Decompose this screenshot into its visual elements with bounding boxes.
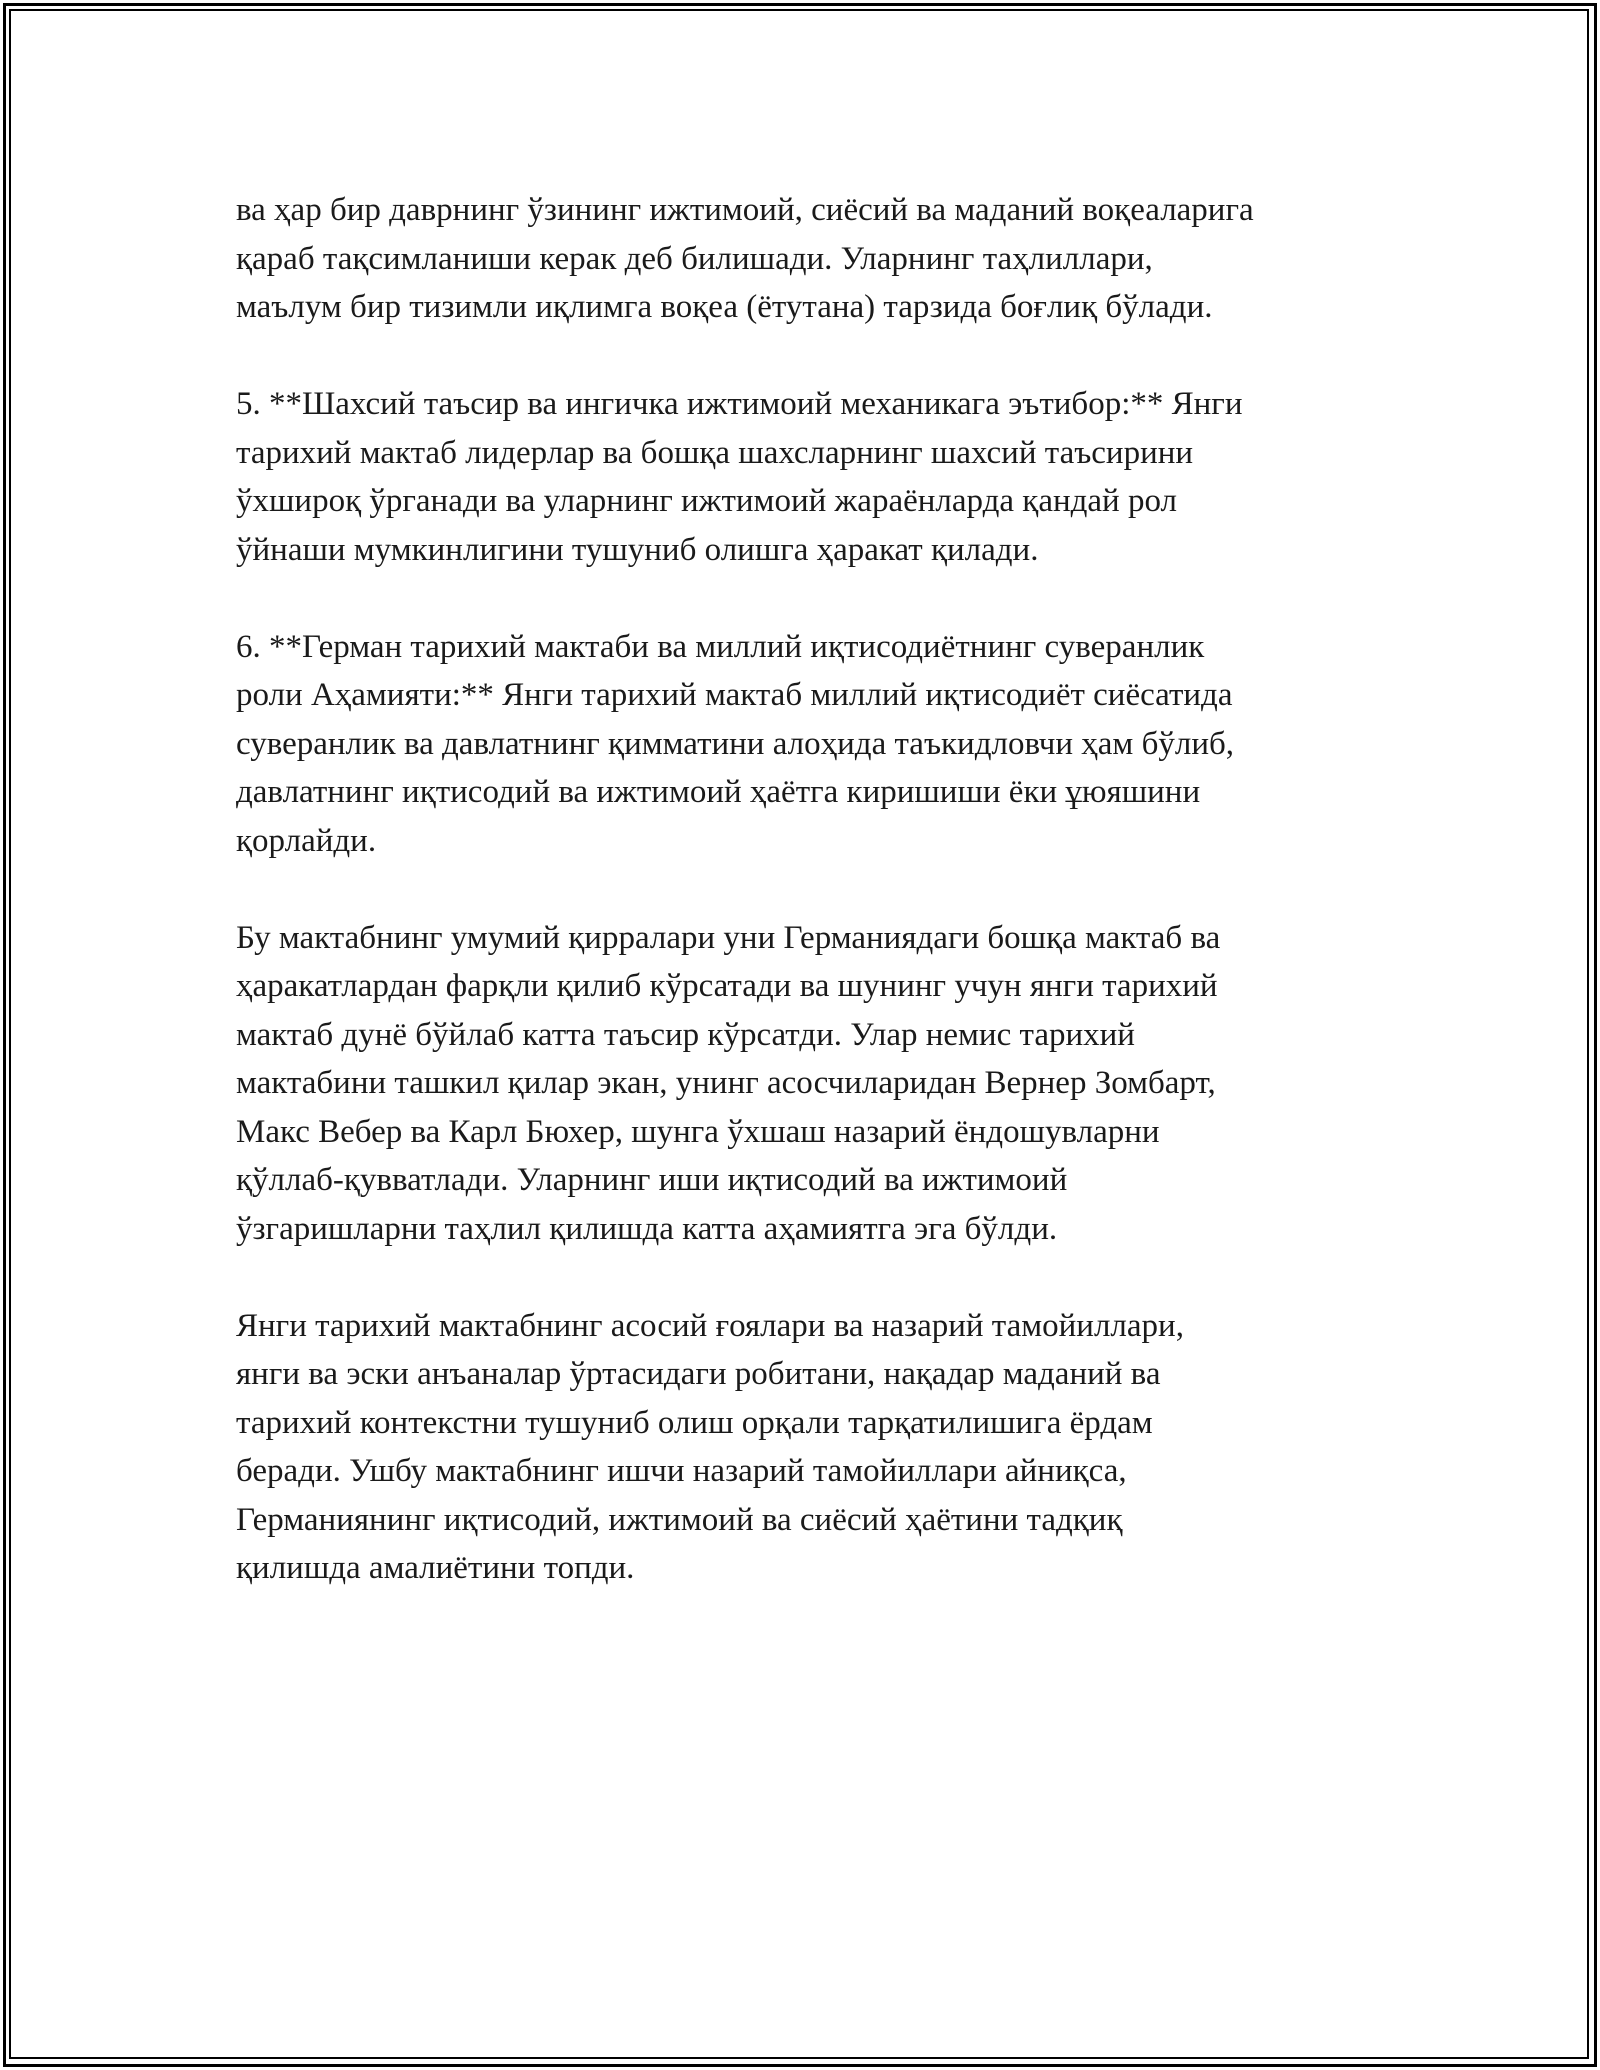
- text-line: Янги тарихий мактабнинг асосий ғоялари ва назарий тамойиллари,: [236, 1307, 1184, 1344]
- paragraph-point-5: [236, 380, 1400, 574]
- text-line: давлатнинг иқтисодий ва ижтимоий ҳаётга киришиши ёки ұюяшини: [236, 774, 1201, 810]
- text-line: роли Аҳамияти:** Янги тарихий мактаб миллий иқтисодиёт сиёсатида: [236, 677, 1233, 713]
- text-line: ва ҳар бир даврнинг ўзининг ижтимоий, сиёсий ва маданий воқеаларига: [236, 192, 1254, 228]
- text-line: ўйнаши мумкинлигини тушуниб олишга ҳаракат қилади.: [236, 531, 1039, 568]
- paragraph-continuation: [236, 186, 1400, 332]
- paragraph-conclusion: [236, 1302, 1400, 1593]
- text-line: Германиянинг иқтисодий, ижтимоий ва сиёсий ҳаётини тадқиқ: [236, 1501, 1123, 1538]
- text-line: 5. **Шахсий таъсир ва ингичка ижтимоий механикага эътибор:** Янги: [236, 386, 1243, 422]
- document-body: [236, 186, 1400, 1641]
- text-line: суверанлик ва давлатнинг қимматини алоҳида таъкидловчи ҳам бўлиб,: [236, 725, 1235, 762]
- text-line: ўзгаришларни таҳлил қилишда катта аҳамиятга эга бўлди.: [236, 1210, 1058, 1247]
- text-line: қорлайди.: [236, 822, 377, 859]
- text-line: маълум бир тизимли иқлимга воқеа (ётутана) тарзида боғлиқ бўлади.: [236, 289, 1213, 325]
- text-line: беради. Ушбу мактабнинг ишчи назарий тамойиллари айниқса,: [236, 1453, 1127, 1489]
- text-line: тарихий контекстни тушуниб олиш орқали тарқатилишига ёрдам: [236, 1404, 1153, 1441]
- text-line: ўхшироқ ўрганади ва уларнинг ижтимоий жараёнларда қандай рол: [236, 483, 1177, 519]
- paragraph-point-6: [236, 623, 1400, 866]
- paragraph-school-features: [236, 914, 1400, 1254]
- text-line: Макс Вебер ва Карл Бюхер, шунга ўхшаш назарий ёндошувларни: [236, 1113, 1160, 1150]
- text-line: 6. **Герман тарихий мактаби ва миллий иқтисодиётнинг суверанлик: [236, 628, 1205, 665]
- text-line: мактаб дунё бўйлаб катта таъсир кўрсатди. Улар немис тарихий: [236, 1016, 1135, 1053]
- text-line: қилишда амалиётини топди.: [236, 1550, 635, 1586]
- text-line: Бу мактабнинг умумий қирралари уни Германиядаги бошқа мактаб ва: [236, 919, 1221, 956]
- text-line: ҳаракатлардан фарқли қилиб кўрсатади ва шунинг учун янги тарихий: [236, 968, 1218, 1004]
- text-line: қараб тақсимланиши керак деб билишади. Уларнинг таҳлиллари,: [236, 240, 1153, 277]
- text-line: тарихий мактаб лидерлар ва бошқа шахсларнинг шахсий таъсирини: [236, 434, 1194, 471]
- text-line: янги ва эски анъаналар ўртасидаги робитани, нақадар маданий ва: [236, 1356, 1161, 1392]
- text-line: қўллаб-қувватлади. Уларнинг иши иқтисодий ва ижтимоий: [236, 1162, 1068, 1198]
- text-line: мактабини ташкил қилар экан, унинг асосчиларидан Вернер Зомбарт,: [236, 1065, 1216, 1101]
